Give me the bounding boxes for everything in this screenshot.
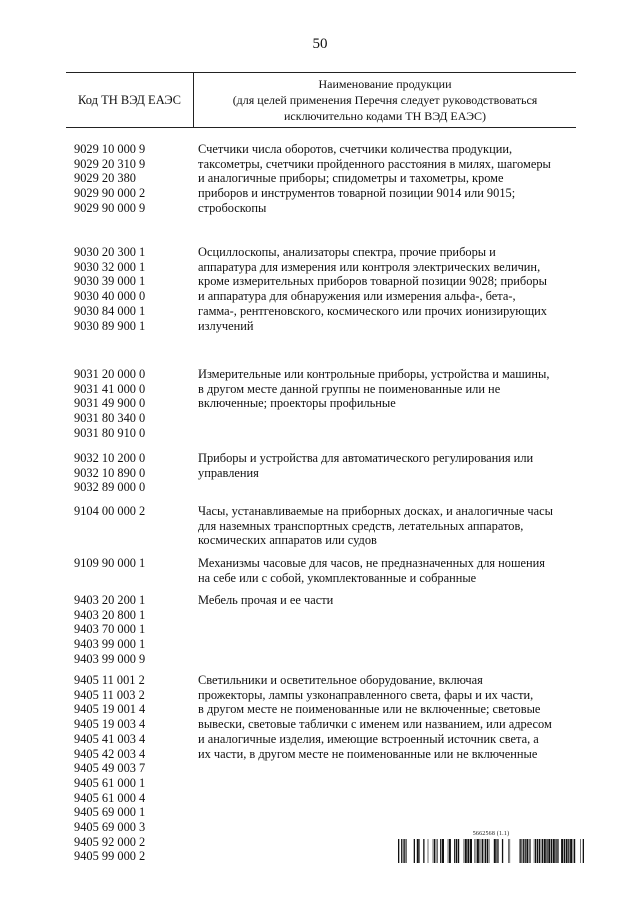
description-line: Осциллоскопы, анализаторы спектра, прочие приборы и — [198, 245, 496, 259]
barcode-block — [398, 831, 584, 863]
tnved-code: 9030 32 000 1 — [74, 259, 146, 274]
tnved-code: 9032 10 890 0 — [74, 465, 146, 480]
tnved-code: 9405 99 000 2 — [74, 849, 146, 864]
tnved-code: 9405 92 000 2 — [74, 834, 146, 849]
description-line: и аналогичные приборы; спидометры и тахометры, кроме — [198, 171, 504, 186]
tnved-code: 9030 20 300 1 — [74, 245, 146, 259]
table-row — [66, 556, 576, 585]
description-cell — [198, 367, 568, 411]
tnved-code: 9031 80 340 0 — [74, 411, 146, 426]
tnved-code: 9031 80 910 0 — [74, 425, 146, 440]
table-row — [66, 367, 576, 441]
tnved-code: 9405 19 003 4 — [74, 717, 146, 732]
tnved-code: 9104 00 000 2 — [74, 504, 146, 518]
barcode-number: 5662568 (1.1) — [472, 831, 510, 837]
tnved-code: 9029 90 000 2 — [74, 186, 146, 201]
description-line: кроме измерительных приборов товарной позиции 9028; приборы — [198, 274, 547, 289]
code-cell — [66, 245, 186, 333]
description-line: Часы, устанавливаемые на приборных досках, и аналогичные часы — [198, 504, 553, 518]
code-cell — [66, 367, 186, 441]
tnved-code: 9405 69 000 3 — [74, 820, 146, 835]
table-row — [66, 451, 576, 495]
tnved-code: 9029 20 310 9 — [74, 156, 146, 171]
description-line: таксометры, счетчики пройденного расстояния в милях, шагомеры — [198, 156, 551, 171]
tnved-code: 9405 11 001 2 — [74, 673, 145, 687]
tnved-code: 9403 20 200 1 — [74, 593, 146, 607]
description-cell — [198, 451, 568, 480]
tnved-code: 9403 70 000 1 — [74, 622, 146, 637]
description-line: и аппаратура для обнаружения или измерения альфа-, бета-, — [198, 289, 516, 304]
tnved-code: 9403 99 000 1 — [74, 637, 146, 652]
tnved-code: 9032 10 200 0 — [74, 451, 146, 465]
description-line: для наземных транспортных средств, летательных аппаратов, — [198, 518, 524, 533]
tnved-code: 9405 61 000 1 — [74, 775, 146, 790]
code-cell — [66, 556, 186, 571]
description-line: стробоскопы — [198, 200, 267, 215]
table-row — [66, 504, 576, 548]
description-line: гамма-, рентгеновского, космического или прочих ионизирующих — [198, 303, 547, 318]
description-line: Мебель прочая и ее части — [198, 593, 334, 607]
tnved-code: 9030 89 900 1 — [74, 318, 146, 333]
description-line: включенные; проекторы профильные — [198, 396, 396, 411]
description-line: и аналогичные изделия, имеющие встроенный источник света, а — [198, 731, 539, 746]
tnved-code: 9029 90 000 9 — [74, 200, 146, 215]
tnved-code: 9029 20 380 — [74, 171, 136, 186]
tnved-code: 9029 10 000 9 — [74, 142, 146, 156]
tnved-code: 9031 41 000 0 — [74, 381, 146, 396]
tnved-code: 9030 40 000 0 — [74, 289, 146, 304]
description-line: в другом месте данной группы не поименованные или не — [198, 381, 501, 396]
tnved-code: 9031 20 000 0 — [74, 367, 146, 381]
tnved-code: 9405 61 000 4 — [74, 790, 146, 805]
description-line: аппаратура для измерения или контроля электрических величин, — [198, 259, 541, 274]
description-line: в другом месте не поименованные или не включенные; световые — [198, 702, 541, 717]
description-line: прожекторы, лампы узконаправленного света, фары и их части, — [198, 687, 534, 702]
name-header-line: Наименование продукции — [318, 77, 452, 91]
description-line: космических аппаратов или судов — [198, 533, 377, 548]
code-column-header: Код ТН ВЭД ЕАЭС — [66, 73, 194, 127]
tnved-code: 9403 20 800 1 — [74, 607, 146, 622]
tnved-code: 9109 90 000 1 — [74, 556, 146, 570]
table-row — [66, 245, 576, 333]
description-line: Светильники и осветительное оборудование, включая — [198, 673, 483, 687]
description-line: Измерительные или контрольные приборы, устройства и машины, — [198, 367, 550, 381]
code-cell — [66, 673, 186, 864]
description-cell — [198, 245, 568, 333]
tnved-code: 9405 42 003 4 — [74, 746, 146, 761]
description-cell — [198, 556, 568, 585]
description-cell — [198, 504, 568, 548]
name-column-header — [194, 73, 576, 127]
tnved-code: 9030 84 000 1 — [74, 303, 146, 318]
tnved-code: 9405 49 003 7 — [74, 761, 146, 776]
tnved-code: 9405 11 003 2 — [74, 687, 145, 702]
description-line: излучений — [198, 318, 254, 333]
description-line: на себе или с собой, укомплектованные и собранные — [198, 570, 477, 585]
description-line: управления — [198, 465, 259, 480]
tnved-code: 9030 39 000 1 — [74, 274, 146, 289]
code-cell — [66, 451, 186, 495]
name-header-line: (для целей применения Перечня следует руководствоваться — [232, 93, 538, 107]
page-number: 50 — [312, 36, 328, 52]
description-line: приборов и инструментов товарной позиции 9014 или 9015; — [198, 186, 516, 201]
code-cell — [66, 593, 186, 667]
code-cell — [66, 142, 186, 216]
tnved-code: 9405 69 000 1 — [74, 805, 146, 820]
description-line: Приборы и устройства для автоматического регулирования или — [198, 451, 534, 465]
description-cell — [198, 673, 568, 761]
description-cell — [198, 142, 568, 216]
tnved-code: 9031 49 900 0 — [74, 396, 146, 411]
table-row — [66, 142, 576, 216]
tnved-code: 9405 19 001 4 — [74, 702, 146, 717]
tnved-code: 9032 89 000 0 — [74, 480, 146, 495]
name-header-line: исключительно кодами ТН ВЭД ЕАЭС) — [283, 109, 487, 123]
description-cell — [198, 593, 568, 608]
barcode-image — [398, 839, 584, 863]
description-line: Счетчики числа оборотов, счетчики количества продукции, — [198, 142, 513, 156]
table-header — [66, 72, 576, 128]
description-line: вывески, световые таблички с именем или названием, или адресом — [198, 717, 552, 732]
description-line: их части, в другом месте не поименованные или не включенные — [198, 746, 538, 761]
tnved-code: 9405 41 003 4 — [74, 731, 146, 746]
table-row — [66, 593, 576, 667]
description-line: Механизмы часовые для часов, не предназначенных для ношения — [198, 556, 545, 570]
code-cell — [66, 504, 186, 519]
tnved-code: 9403 99 000 9 — [74, 651, 146, 666]
